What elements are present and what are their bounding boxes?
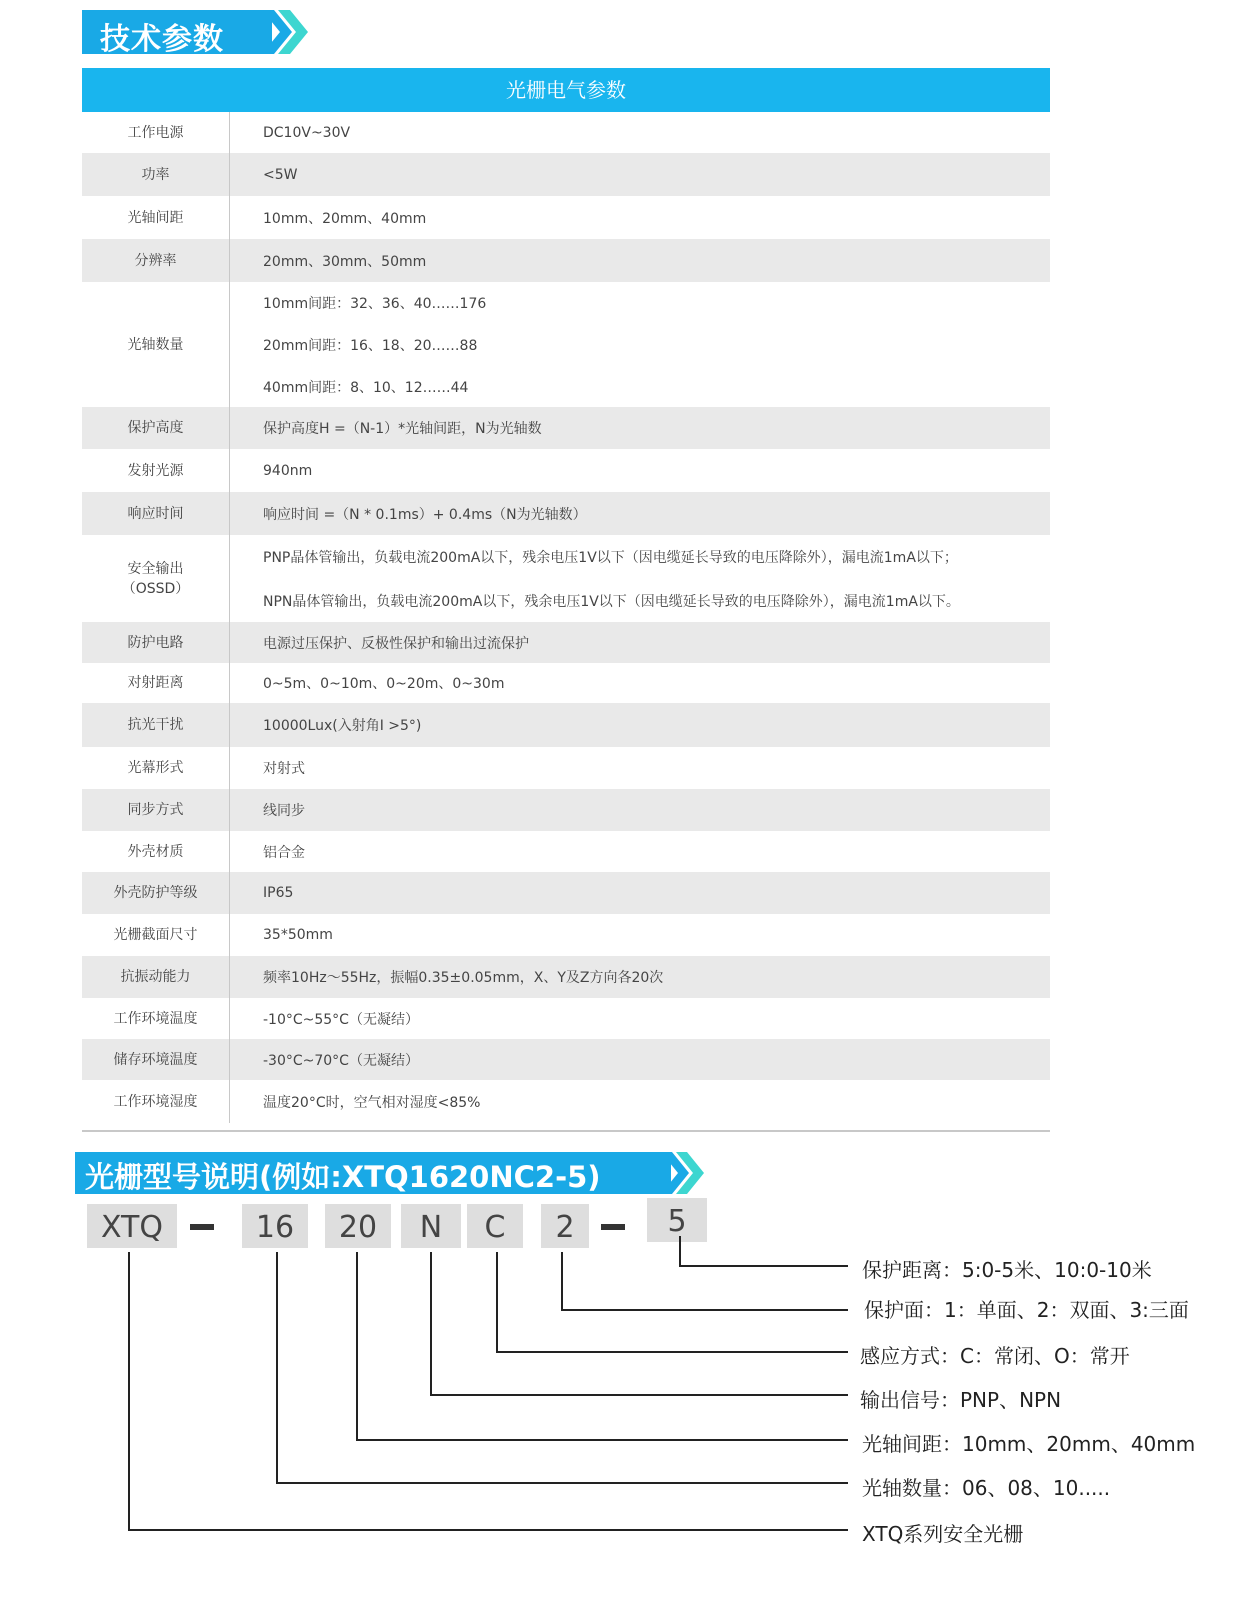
legend-sense-mode: 感应方式：C：常闭、O：常开 <box>860 1344 1130 1368</box>
row-value-line: 保护高度H =（N-1）*光轴间距，N为光轴数 <box>263 421 542 437</box>
row-label: 工作电源 <box>82 112 230 153</box>
row-value-line: 20mm间距：16、18、20……88 <box>263 337 478 354</box>
row-value-line: DC10V~30V <box>263 124 351 141</box>
row-value-line: 对射式 <box>263 761 305 777</box>
row-value-line: 20mm、30mm、50mm <box>263 253 427 270</box>
row-label: 光轴数量 <box>82 282 230 407</box>
legend-protect-face: 保护面：1：单面、2：双面、3:三面 <box>864 1298 1189 1322</box>
model-part-series: XTQ <box>87 1204 177 1248</box>
connector-line <box>562 1252 848 1310</box>
row-value-line: 电源过压保护、反极性保护和输出过流保护 <box>263 635 529 652</box>
row-value-line: IP65 <box>263 885 294 901</box>
legend-output-signal: 输出信号：PNP、NPN <box>860 1388 1062 1412</box>
row-label: 分辨率 <box>82 239 230 282</box>
legend-series: XTQ系列安全光栅 <box>862 1522 1024 1546</box>
model-part-output: N <box>401 1204 461 1248</box>
legend-protect-distance: 保护距离：5:0-5米、10:0-10米 <box>862 1258 1152 1282</box>
row-value-line: PNP晶体管输出，负载电流200mA以下，残余电压1V以下（因电缆延长导致的电压降除外），漏电流1mA以下； <box>263 549 958 566</box>
row-label: 工作环境温度 <box>82 998 230 1039</box>
connector-line <box>680 1236 848 1266</box>
connector-line <box>129 1252 848 1530</box>
row-value-line: 温度20°C时，空气相对湿度<85% <box>263 1094 481 1111</box>
row-label: 光栅截面尺寸 <box>82 914 230 956</box>
row-value-line: 35*50mm <box>263 927 333 943</box>
connector-line <box>431 1252 848 1395</box>
row-label: 对射距离 <box>82 663 230 703</box>
row-label: 外壳防护等级 <box>82 872 230 914</box>
model-part-protect-face: 2 <box>541 1204 589 1248</box>
row-label: 储存环境温度 <box>82 1039 230 1080</box>
row-label: 光幕形式 <box>82 747 230 789</box>
model-part-axis-count: 16 <box>242 1204 308 1248</box>
row-label: 同步方式 <box>82 789 230 831</box>
row-value-line: 10000Lux(入射角I >5°) <box>263 718 422 734</box>
row-label: 防护电路 <box>82 622 230 663</box>
model-section-title: 光栅型号说明(例如:XTQ1620NC2-5) <box>85 1160 601 1194</box>
section-title: 技术参数 <box>100 22 224 57</box>
legend-axis-spacing: 光轴间距：10mm、20mm、40mm <box>862 1432 1196 1456</box>
row-value-line: -30°C~70°C（无凝结） <box>263 1052 419 1069</box>
row-value-line: 频率10Hz〜55Hz，振幅0.35±0.05mm，X、Y及Z方向各20次 <box>263 970 664 986</box>
row-value-line: 0~5m、0~10m、0~20m、0~30m <box>263 676 505 692</box>
row-label: 光轴间距 <box>82 196 230 239</box>
row-value-line: 40mm间距：8、10、12……44 <box>263 379 469 396</box>
table-header: 光栅电气参数 <box>82 68 1050 112</box>
row-value-line: -10°C~55°C（无凝结） <box>263 1011 419 1028</box>
row-value-line: <5W <box>263 166 298 183</box>
row-value-line: 线同步 <box>263 803 305 819</box>
model-part-distance: 5 <box>647 1198 707 1242</box>
row-label: 响应时间 <box>82 492 230 535</box>
row-value-line: NPN晶体管输出，负载电流200mA以下，残余电压1V以下（因电缆延长导致的电压降除外），漏电流1mA以下。 <box>263 593 960 610</box>
model-part-axis-spacing: 20 <box>325 1204 391 1248</box>
row-label: 安全输出 （OSSD） <box>82 535 230 622</box>
row-value-line: 响应时间 =（N * 0.1ms）+ 0.4ms（N为光轴数） <box>263 506 587 523</box>
legend-axis-count: 光轴数量：06、08、10..... <box>862 1476 1111 1500</box>
row-label: 工作环境湿度 <box>82 1080 230 1123</box>
row-label: 抗光干扰 <box>82 703 230 747</box>
row-label: 外壳材质 <box>82 831 230 872</box>
model-part-sense-mode: C <box>467 1204 523 1248</box>
row-label: 发射光源 <box>82 449 230 492</box>
row-label: 功率 <box>82 153 230 196</box>
row-value-line: 铝合金 <box>263 844 305 861</box>
row-label: 保护高度 <box>82 407 230 449</box>
row-value-line: 10mm、20mm、40mm <box>263 210 427 227</box>
row-value-line: 10mm间距：32、36、40……176 <box>263 295 487 312</box>
row-label: 抗振动能力 <box>82 956 230 998</box>
row-value-line: 940nm <box>263 462 313 479</box>
